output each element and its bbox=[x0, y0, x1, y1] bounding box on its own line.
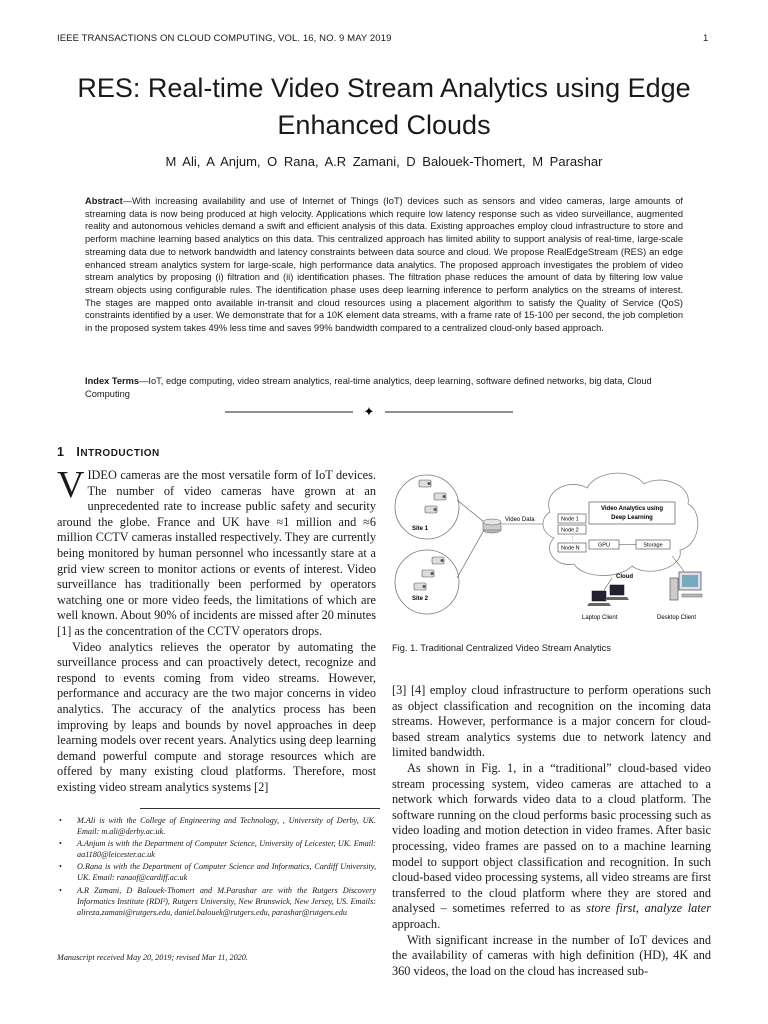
paragraph bbox=[392, 761, 711, 933]
camera-icon bbox=[425, 506, 437, 513]
abstract-text: —With increasing availability and use of Internet of Things (IoT) devices such as sensors and video cameras, large amounts of streaming data is now being produced at high velocity. Applications which require low latency response such as video surveillance, augmented reality and autonomous vehicles demand a swift and efficient analysis of this data. Existing approaches employ cloud infrastructure to store and perform machine learning based analytics on this data. This centralized approach has limited ability to support analysis of real-time, large-scale streaming data due to network bandwidth and latency constraints between data source and cloud. We propose RealEdgeStream (RES) an edge enhanced stream analytics system for large-scale, high performance data analytics. The proposed approach investigates the problem of video stream analytics by proposing (i) filtration and (ii) identification phases. The filtration phase reduces the amount of data by filtering low value stream objects using configurable rules. The identification phase uses deep learning inference to perform analytics on the streams of interest. The stages are mapped onto available in-transit and cloud resources using a placement algorithm to satisfy the Quality of Service (QoS) constraints identified by a user. We demonstrate that for a 10K element data streams, with a frame rate of 15-100 per second, the job completion in the proposed system takes 49% less time and saves 99% bandwidth compared to a centralized cloud-only based approach. bbox=[85, 196, 683, 334]
paragraph-text: cameras are the most versatile form of IoT devices. The number of video cameras have grown at an unprecedented rate to increase public safety and security around the globe. France and UK have ≈1 million and ≈6 million CCTV cameras installed respectively. They are currently being monitored by human personnel who incessantly stare at a grid view screen to monitor actions or events of interest. Video surveillance has traditionally been performed by operators watching one or more video feeds, the limitations of which are well known. About 90% of incidents are missed after 20 minutes [1] as the concentration of the CCTV operators drops. bbox=[57, 468, 376, 638]
site2-label: Site 2 bbox=[412, 596, 429, 602]
abstract bbox=[85, 195, 683, 335]
footnote-rule bbox=[140, 808, 380, 809]
desktop-icon bbox=[670, 572, 702, 600]
drop-cap: V bbox=[57, 464, 85, 506]
camera-icon bbox=[419, 480, 431, 487]
node-dots: ⋮ bbox=[570, 536, 575, 542]
analytics-label-line1: Video Analytics using bbox=[600, 506, 664, 512]
footnote: • A.Anjum is with the Department of Computer Science, University of Leicester, UK. Email: aa1180@leicester.ac.uk bbox=[57, 838, 376, 860]
paragraph: [3] [4] employ cloud infrastructure to perform operations such as object classification and recognition on the incoming data streams. However, performance is a major concern for cloud-based stream analytics systems due to network latency and limited bandwidth. bbox=[392, 683, 711, 760]
desktop-client-label: Desktop Client bbox=[657, 615, 697, 621]
paragraph-text: approach. bbox=[392, 916, 441, 931]
camera-icon bbox=[422, 570, 434, 577]
emphasis: store first, analyze later bbox=[586, 901, 711, 916]
router-icon bbox=[483, 519, 501, 533]
page-number: 1 bbox=[703, 33, 709, 44]
separator-glyph: ✦ bbox=[363, 405, 375, 419]
laptop-icon bbox=[587, 585, 629, 606]
paragraph: With significant increase in the number of IoT devices and the availability of cameras with high definition (HD), 4K and 360 videos, the load on the cloud has increased sub- bbox=[392, 932, 711, 978]
site2-circle bbox=[395, 550, 459, 614]
footnote: • O.Rana is with the Department of Computer Science and Informatics, Cardiff University, UK. Email: ranaof@cardiff.ac.uk bbox=[57, 861, 376, 883]
index-terms-label: Index Terms bbox=[85, 376, 140, 386]
abstract-label: Abstract bbox=[85, 196, 123, 206]
footnote: • A.R Zamani, D Balouek-Thomert and M.Parashar are with the Rutgers Discovery Informatics Institute (RDI²), Rutgers University, New Brunswick, New Jersey, US. Emails: alireza.zamani@rutgers.edu, daniel.balouek@rutgers.edu, parashar@rutgers.edu bbox=[57, 885, 376, 918]
site1-label: Site 1 bbox=[412, 526, 429, 532]
section-number: 1 bbox=[57, 445, 65, 459]
lead-word: IDEO bbox=[87, 468, 117, 482]
section-title-initial: I bbox=[76, 445, 81, 459]
camera-icon bbox=[434, 493, 446, 500]
paragraph bbox=[57, 464, 376, 640]
paragraph: Video analytics relieves the operator by automating the surveillance process and can proactively detect, recognize and respond to events coming from video streams. However, performance and accuracy are the two major concerns in video analytics. The accuracy of the analytics process has been improving by leaps and bounds by novel approaches in deep learning models over recent years. Analytics using deep learning demand powerful compute and storage resources which are offered by many existing cloud platforms. Therefore, most existing video stream analytics systems [2] bbox=[57, 639, 376, 794]
author-list: M Ali, A Anjum, O Rana, A.R Zamani, D Balouek-Thomert, M Parashar bbox=[165, 154, 603, 169]
cloud-label: Cloud bbox=[616, 574, 633, 580]
paragraph-text: As shown in Fig. 1, in a “traditional” cloud-based video stream processing system, video cameras are attached to a network which forwards video data to a cloud platform. The software running on the cloud performs basic processing such as video loading and motion detection in video frames. After basic processing, video frames are passed on to a machine learning model to support object classification and recognition. In such cloud-based video processing systems, all video streams are first transferred to the cloud platform where they are stored and analysed – sometimes referred to as bbox=[392, 760, 711, 916]
section-separator bbox=[225, 405, 513, 419]
storage-label: Storage bbox=[643, 542, 663, 549]
node1-label: Node 1 bbox=[561, 516, 579, 523]
camera-icon bbox=[414, 583, 426, 590]
author-footnotes bbox=[57, 815, 376, 919]
index-terms-text: —IoT, edge computing, video stream analytics, real-time analytics, deep learning, software defined networks, big data, Cloud Computing bbox=[85, 376, 652, 399]
analytics-label-line2: Deep Learning bbox=[611, 515, 653, 521]
paper-title: RES: Real-time Video Stream Analytics using Edge Enhanced Clouds bbox=[77, 73, 691, 140]
figure-1-diagram bbox=[392, 460, 712, 635]
section-title-rest: NTRODUCTION bbox=[80, 448, 160, 459]
cloud-shape bbox=[543, 473, 698, 575]
figure-caption: Fig. 1. Traditional Centralized Video Stream Analytics bbox=[392, 643, 611, 653]
left-column bbox=[57, 464, 376, 795]
manuscript-note: Manuscript received May 20, 2019; revised Mar 11, 2020. bbox=[57, 953, 248, 962]
video-data-label: Video Data bbox=[505, 517, 535, 523]
laptop-client-label: Laptop Client bbox=[582, 615, 618, 621]
nodeN-label: Node N bbox=[561, 545, 580, 552]
right-column bbox=[392, 683, 711, 979]
footnote: • M.Ali is with the College of Engineering and Technology, , University of Derby, UK. Email: m.ali@derby.ac.uk. bbox=[57, 815, 376, 837]
camera-icon bbox=[432, 557, 444, 564]
section-heading bbox=[57, 445, 160, 459]
node2-label: Node 2 bbox=[561, 527, 579, 534]
running-head: IEEE TRANSACTIONS ON CLOUD COMPUTING, VOL. 16, NO. 9 MAY 2019 bbox=[57, 33, 392, 44]
gpu-label: GPU bbox=[598, 542, 610, 549]
index-terms bbox=[85, 375, 683, 400]
